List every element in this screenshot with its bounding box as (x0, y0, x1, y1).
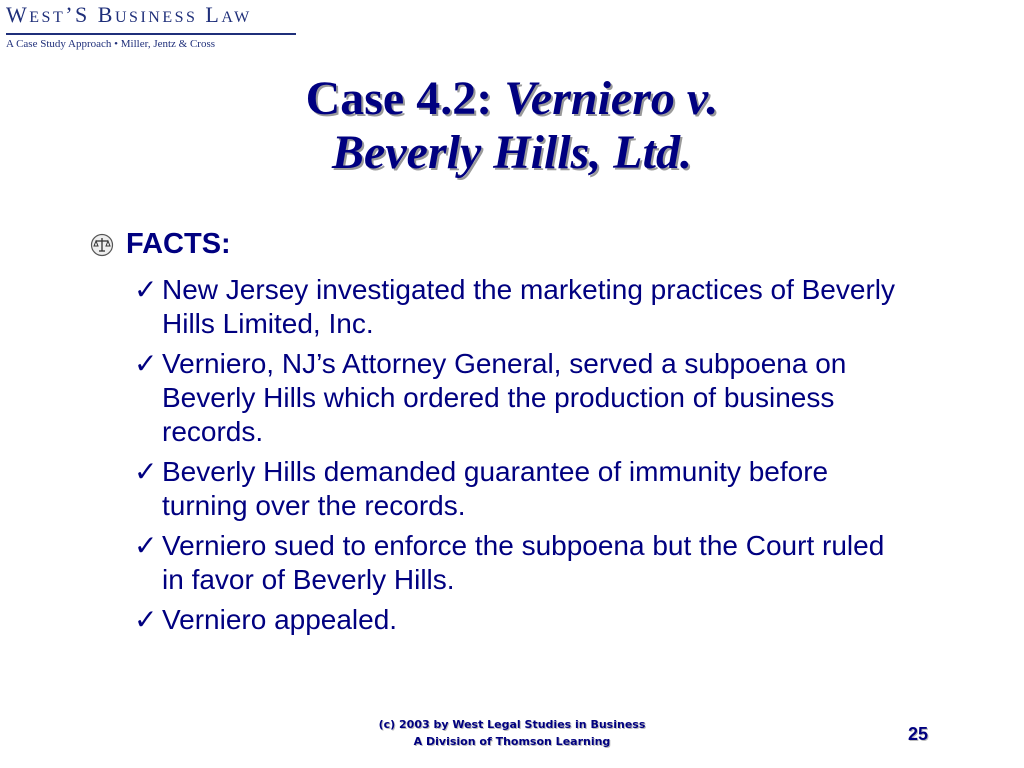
checkmark-icon: ✓ (134, 348, 158, 379)
slide-footer (0, 716, 1024, 750)
list-item (134, 273, 940, 341)
brand-letter: B (97, 2, 115, 27)
brand-letter: L (205, 2, 222, 27)
list-item-text: Verniero appealed. (162, 604, 398, 635)
case-name-part-2: Beverly Hills, Ltd. (332, 126, 692, 179)
brand-smallcaps: EST (29, 9, 66, 26)
page-number: 25 (908, 724, 929, 744)
checkmark-icon: ✓ (134, 456, 158, 487)
list-item (134, 529, 940, 597)
brand-smallcaps: USINESS (114, 9, 198, 26)
brand-apostrophe: ’ (65, 2, 76, 27)
case-name-part-1: Verniero v. (504, 72, 719, 125)
list-item (134, 347, 940, 449)
brand-smallcaps: AW (221, 9, 252, 26)
checkmark-icon: ✓ (134, 530, 158, 561)
checkmark-icon: ✓ (134, 604, 158, 635)
copyright-line: (c) 2003 by West Legal Studies in Business (378, 718, 646, 731)
list-item (134, 603, 940, 637)
list-item-text: New Jersey investigated the marketing practices of Beverly Hills Limited, Inc. (162, 274, 895, 339)
scales-of-justice-icon (90, 233, 114, 257)
facts-heading: FACTS: (126, 228, 231, 260)
slide-content (90, 228, 940, 643)
facts-list (90, 273, 940, 637)
slide-header (6, 4, 296, 50)
list-item (134, 455, 940, 523)
brand-title (6, 4, 296, 29)
facts-heading-row (90, 228, 940, 261)
brand-letter: S (75, 2, 90, 27)
brand-subtitle: A Case Study Approach • Miller, Jentz & Cross (6, 38, 216, 50)
list-item-text: Verniero sued to enforce the subpoena but the Court ruled in favor of Beverly Hills. (162, 530, 885, 595)
title-prefix: Case 4.2: (305, 72, 505, 125)
brand-letter: W (6, 2, 30, 27)
title-line-1 (0, 72, 1024, 126)
publisher-line: A Division of Thomson Learning (413, 735, 611, 748)
list-item-text: Verniero, NJ’s Attorney General, served a subpoena on Beverly Hills which ordered the production of business records. (162, 348, 847, 447)
header-divider (6, 33, 296, 35)
checkmark-icon: ✓ (134, 274, 158, 305)
slide-title (0, 72, 1024, 180)
list-item-text: Beverly Hills demanded guarantee of immunity before turning over the records. (162, 456, 829, 521)
